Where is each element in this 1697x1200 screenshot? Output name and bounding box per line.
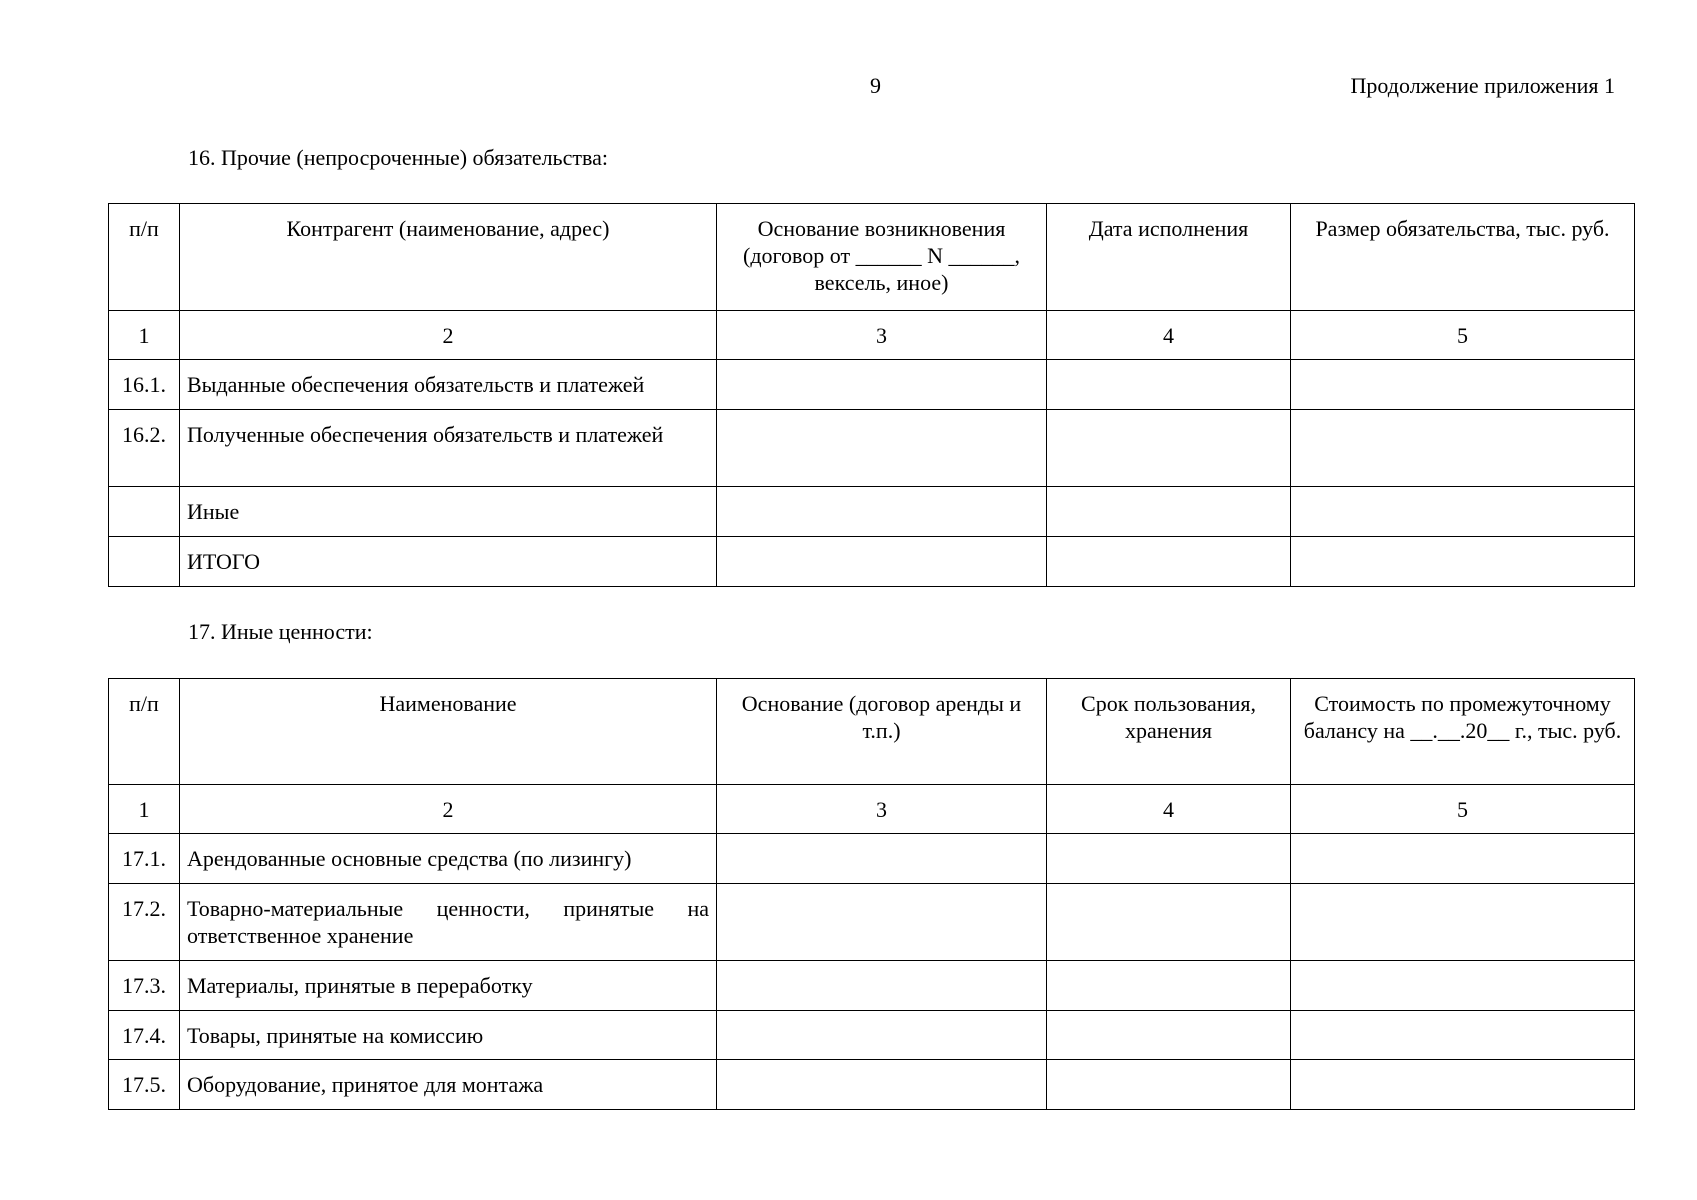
row-date-cell bbox=[1047, 360, 1291, 410]
column-number: 5 bbox=[1291, 311, 1635, 360]
row-name: Полученные обеспечения обязательств и платежей bbox=[180, 410, 717, 487]
table-row bbox=[109, 884, 1635, 961]
row-name: Арендованные основные средства (по лизингу) bbox=[180, 834, 717, 884]
header-cell-basis: Основание (договор аренды и т.п.) bbox=[717, 679, 1047, 785]
column-number: 2 bbox=[180, 311, 717, 360]
column-number: 4 bbox=[1047, 311, 1291, 360]
row-name: Оборудование, принятое для монтажа bbox=[180, 1060, 717, 1110]
row-basis-cell bbox=[717, 884, 1047, 961]
row-basis-cell bbox=[717, 961, 1047, 1011]
column-number: 1 bbox=[109, 785, 180, 834]
row-name: Товары, принятые на комиссию bbox=[180, 1011, 717, 1060]
column-number: 2 bbox=[180, 785, 717, 834]
obligations-table bbox=[108, 203, 1635, 587]
row-basis-cell bbox=[717, 410, 1047, 487]
header-cell-name: Наименование bbox=[180, 679, 717, 785]
total-row bbox=[109, 537, 1635, 587]
row-number: 17.5. bbox=[109, 1060, 180, 1110]
row-term-cell bbox=[1047, 1060, 1291, 1110]
other-valuables-table bbox=[108, 678, 1635, 1110]
row-number: 17.2. bbox=[109, 884, 180, 961]
row-basis-cell bbox=[717, 1060, 1047, 1110]
row-value-cell bbox=[1291, 834, 1635, 884]
table-row bbox=[109, 834, 1635, 884]
column-number: 3 bbox=[717, 785, 1047, 834]
page-number: 9 bbox=[870, 73, 881, 98]
table-row bbox=[109, 1060, 1635, 1110]
row-name: Иные bbox=[180, 487, 717, 537]
header-cell-amount: Размер обязательства, тыс. руб. bbox=[1291, 204, 1635, 311]
header-cell-number: п/п bbox=[109, 204, 180, 311]
row-number: 16.2. bbox=[109, 410, 180, 487]
header-cell-number: п/п bbox=[109, 679, 180, 785]
row-basis-cell bbox=[717, 487, 1047, 537]
header-cell-date: Дата исполнения bbox=[1047, 204, 1291, 311]
row-name: ИТОГО bbox=[180, 537, 717, 587]
header-cell-counterparty: Контрагент (наименование, адрес) bbox=[180, 204, 717, 311]
row-date-cell bbox=[1047, 537, 1291, 587]
column-number: 4 bbox=[1047, 785, 1291, 834]
row-number: 17.4. bbox=[109, 1011, 180, 1060]
column-number: 3 bbox=[717, 311, 1047, 360]
row-number bbox=[109, 487, 180, 537]
section-17-title: 17. Иные ценности: bbox=[188, 619, 373, 644]
header-cell-value: Стоимость по промежуточному балансу на __.__.20__ г., тыс. руб. bbox=[1291, 679, 1635, 785]
row-number: 17.1. bbox=[109, 834, 180, 884]
row-name: Материалы, принятые в переработку bbox=[180, 961, 717, 1011]
row-name: Товарно-материальные ценности, принятые на ответственное хранение bbox=[180, 884, 717, 961]
row-number: 17.3. bbox=[109, 961, 180, 1011]
row-name: Выданные обеспечения обязательств и платежей bbox=[180, 360, 717, 410]
row-term-cell bbox=[1047, 1011, 1291, 1060]
column-number: 1 bbox=[109, 311, 180, 360]
row-number: 16.1. bbox=[109, 360, 180, 410]
row-value-cell bbox=[1291, 961, 1635, 1011]
row-amount-cell bbox=[1291, 537, 1635, 587]
row-basis-cell bbox=[717, 834, 1047, 884]
row-amount-cell bbox=[1291, 410, 1635, 487]
row-basis-cell bbox=[717, 360, 1047, 410]
row-value-cell bbox=[1291, 1011, 1635, 1060]
row-term-cell bbox=[1047, 834, 1291, 884]
row-value-cell bbox=[1291, 884, 1635, 961]
row-date-cell bbox=[1047, 487, 1291, 537]
row-number bbox=[109, 537, 180, 587]
column-number: 5 bbox=[1291, 785, 1635, 834]
row-basis-cell bbox=[717, 1011, 1047, 1060]
row-amount-cell bbox=[1291, 360, 1635, 410]
row-value-cell bbox=[1291, 1060, 1635, 1110]
appendix-note: Продолжение приложения 1 bbox=[1350, 73, 1615, 98]
table-header-row bbox=[109, 204, 1635, 311]
column-numbers-row bbox=[109, 785, 1635, 834]
table-row bbox=[109, 1011, 1635, 1060]
table-row bbox=[109, 961, 1635, 1011]
table-row bbox=[109, 360, 1635, 410]
row-amount-cell bbox=[1291, 487, 1635, 537]
column-numbers-row bbox=[109, 311, 1635, 360]
header-cell-term: Срок пользования, хранения bbox=[1047, 679, 1291, 785]
table-header-row bbox=[109, 679, 1635, 785]
header-cell-basis: Основание возникновения (договор от ______ N ______, вексель, иное) bbox=[717, 204, 1047, 311]
table-row bbox=[109, 410, 1635, 487]
row-term-cell bbox=[1047, 961, 1291, 1011]
row-date-cell bbox=[1047, 410, 1291, 487]
row-basis-cell bbox=[717, 537, 1047, 587]
row-term-cell bbox=[1047, 884, 1291, 961]
section-16-title: 16. Прочие (непросроченные) обязательства: bbox=[188, 145, 608, 170]
table-row bbox=[109, 487, 1635, 537]
